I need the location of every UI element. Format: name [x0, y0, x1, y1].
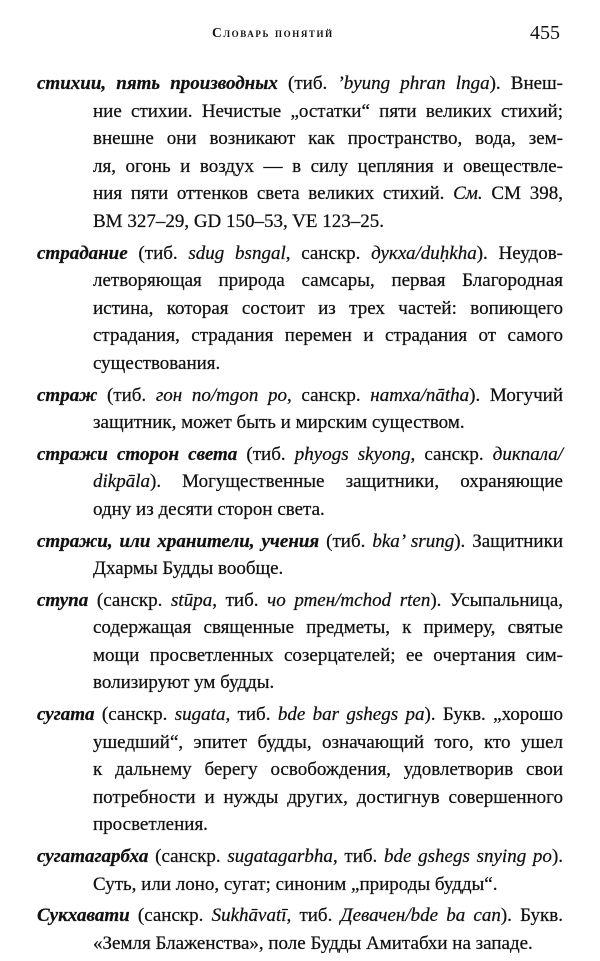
entry-text: (тиб.	[237, 443, 295, 465]
entry-text: истина, которая состоит из трех частей: вопиющего	[93, 297, 563, 319]
entry-term: стражи сторон света	[37, 443, 238, 465]
entry-text: к дальнему берегу освобождения, удовлетворив свои	[93, 759, 563, 781]
entry-foreign-term: bka’ srung	[372, 530, 455, 552]
entry-text: ние стихии. Нечистые „остатки“ пяти великих стихий;	[93, 100, 563, 122]
entry-text: (санскр.	[88, 589, 172, 611]
entry-text: существования.	[93, 352, 221, 374]
entry-term: страдание	[37, 242, 128, 264]
entry-foreign-term: bde gshegs snying po	[384, 846, 552, 868]
entry-line	[37, 756, 563, 784]
entry-text: , санскр.	[285, 242, 372, 264]
entry-foreign-term: гон по/mgon po	[155, 384, 288, 406]
entry-text: ). Защитники	[454, 530, 564, 552]
entry-text: ). Усыпальница,	[430, 589, 564, 611]
page-number: 455	[530, 22, 560, 44]
entry-line	[37, 441, 563, 469]
entry-line	[37, 322, 563, 350]
entry-line	[37, 180, 563, 208]
entry-line	[37, 295, 563, 323]
entry-line	[37, 496, 563, 524]
glossary-entry	[37, 528, 563, 583]
entry-text: BM 327–29, GD 150–53, VE 123–25.	[93, 210, 384, 232]
entry-text: , тиб.	[225, 704, 278, 726]
entry-text: внешне они возникают как пространство, вода, зем-	[93, 128, 563, 150]
entry-text: одну из десяти сторон света.	[93, 498, 325, 520]
entry-term: стражи, или хранители, учения	[37, 530, 320, 552]
glossary-entry	[37, 587, 563, 697]
glossary-entry	[37, 843, 563, 898]
entry-text: ушедший“, эпитет будды, означающий того, кто ушел	[93, 731, 563, 753]
entry-text: (тиб.	[97, 384, 156, 406]
glossary-entry	[37, 902, 563, 957]
entry-line	[37, 208, 563, 236]
entry-line	[37, 669, 563, 697]
entry-text: ). Неудов-	[476, 242, 563, 264]
entry-text: ). Внеш-	[489, 73, 564, 94]
running-head-title: Словарь понятий	[212, 25, 334, 40]
entry-line	[37, 843, 563, 871]
entry-text: , санскр.	[410, 443, 493, 465]
entry-foreign-term: phyogs skyong	[294, 443, 411, 465]
entry-text: , санскр.	[287, 384, 371, 406]
entry-text: ). Букв.	[500, 905, 563, 927]
entry-line	[37, 930, 563, 958]
entry-text: , тиб.	[212, 589, 268, 611]
entry-text: просветления.	[93, 814, 208, 836]
entry-text: ). Могучий	[469, 384, 563, 406]
entry-text: содержащая священные предметы, к примеру, святые	[93, 617, 563, 639]
entry-text: потребности и нужды других, достигнув совершенного	[93, 786, 563, 808]
entry-term: сугата	[37, 704, 95, 726]
entry-term: сугатагарбха	[37, 846, 149, 868]
entry-line	[37, 701, 563, 729]
entry-line	[37, 468, 563, 496]
entry-text: защитник, может быть и мирским существом.	[93, 412, 465, 434]
entry-text: ). Букв. „хорошо	[424, 704, 563, 726]
entry-line	[37, 70, 563, 98]
entry-line	[37, 784, 563, 812]
entry-foreign-term: дукха/duḥkha	[371, 242, 477, 264]
entry-line	[37, 125, 563, 153]
entry-line	[37, 528, 563, 556]
entry-text: (санскр.	[129, 905, 212, 927]
glossary-entry	[37, 70, 563, 236]
entry-line	[37, 153, 563, 181]
entry-text: Дхармы Будды вообще.	[93, 558, 284, 580]
entry-text: страдания, страдания перемен и страдания от самого	[93, 325, 563, 347]
glossary-entry	[37, 441, 563, 524]
entry-foreign-term: чо ртен/mchod rten	[267, 589, 431, 611]
entry-foreign-term: sugata	[174, 704, 226, 726]
entry-text: (санскр.	[94, 704, 175, 726]
glossary-entry	[37, 240, 563, 378]
entry-text: Суть, или лоно, сугат; синоним „природы будды“.	[93, 873, 498, 895]
glossary-entry	[37, 382, 563, 437]
entry-text: «Земля Блаженства», поле Будды Амитабхи на западе.	[93, 932, 533, 954]
entry-foreign-term: дикпала/	[492, 443, 564, 465]
entry-text: , тиб.	[332, 846, 385, 868]
entry-text: летворяющая природа самсары, первая Благородная	[93, 270, 563, 292]
entry-text: ля, огонь и воздух — в силу цепляния и овеществле-	[93, 155, 563, 177]
entry-line	[37, 555, 563, 583]
entry-line	[37, 642, 563, 670]
entry-text: (санскр.	[148, 846, 228, 868]
glossary-body	[37, 70, 563, 961]
entry-line	[37, 382, 563, 410]
entry-line	[37, 98, 563, 126]
entry-foreign-term: Девачен/bde ba can	[340, 905, 501, 927]
entry-text: (тиб.	[127, 242, 189, 264]
entry-line	[37, 729, 563, 757]
entry-foreign-term: ’byung phran lnga	[337, 73, 490, 94]
entry-text: ния пяти оттенков света великих стихий.	[93, 183, 454, 205]
entry-line	[37, 267, 563, 295]
entry-text: ).	[551, 846, 564, 868]
running-head	[0, 22, 600, 46]
glossary-entry	[37, 701, 563, 839]
entry-term: ступа	[37, 589, 89, 611]
entry-line	[37, 902, 563, 930]
entry-line	[37, 350, 563, 378]
entry-term: страж	[37, 384, 98, 406]
entry-foreign-term: Sukhāvatī	[211, 905, 287, 927]
entry-foreign-term: bde bar gshegs pa	[277, 704, 425, 726]
entry-line	[37, 240, 563, 268]
entry-foreign-term: натха/nātha	[370, 384, 470, 406]
entry-text: , тиб.	[286, 905, 341, 927]
entry-line	[37, 871, 563, 899]
entry-text: волизируют ум будды.	[93, 672, 275, 694]
entry-text: (тиб.	[277, 73, 338, 94]
entry-text: (тиб.	[319, 530, 373, 552]
entry-line	[37, 587, 563, 615]
entry-foreign-term: stūpa	[171, 589, 213, 611]
entry-foreign-term: См.	[453, 183, 483, 205]
entry-foreign-term: sdug bsngal	[188, 242, 286, 264]
entry-text: CM 398,	[482, 183, 563, 205]
entry-line	[37, 409, 563, 437]
entry-line	[37, 614, 563, 642]
entry-line	[37, 811, 563, 839]
entry-foreign-term: dikpāla	[93, 471, 150, 493]
entry-text: ). Могущественные защитники, охраняющие	[150, 471, 563, 493]
entry-term: стихии, пять производных	[37, 73, 278, 94]
entry-foreign-term: sugatagarbha	[227, 846, 333, 868]
entry-term: Сукхавати	[37, 905, 130, 927]
entry-text: мощи просветленных созерцателей; ее очертания сим-	[93, 644, 563, 666]
